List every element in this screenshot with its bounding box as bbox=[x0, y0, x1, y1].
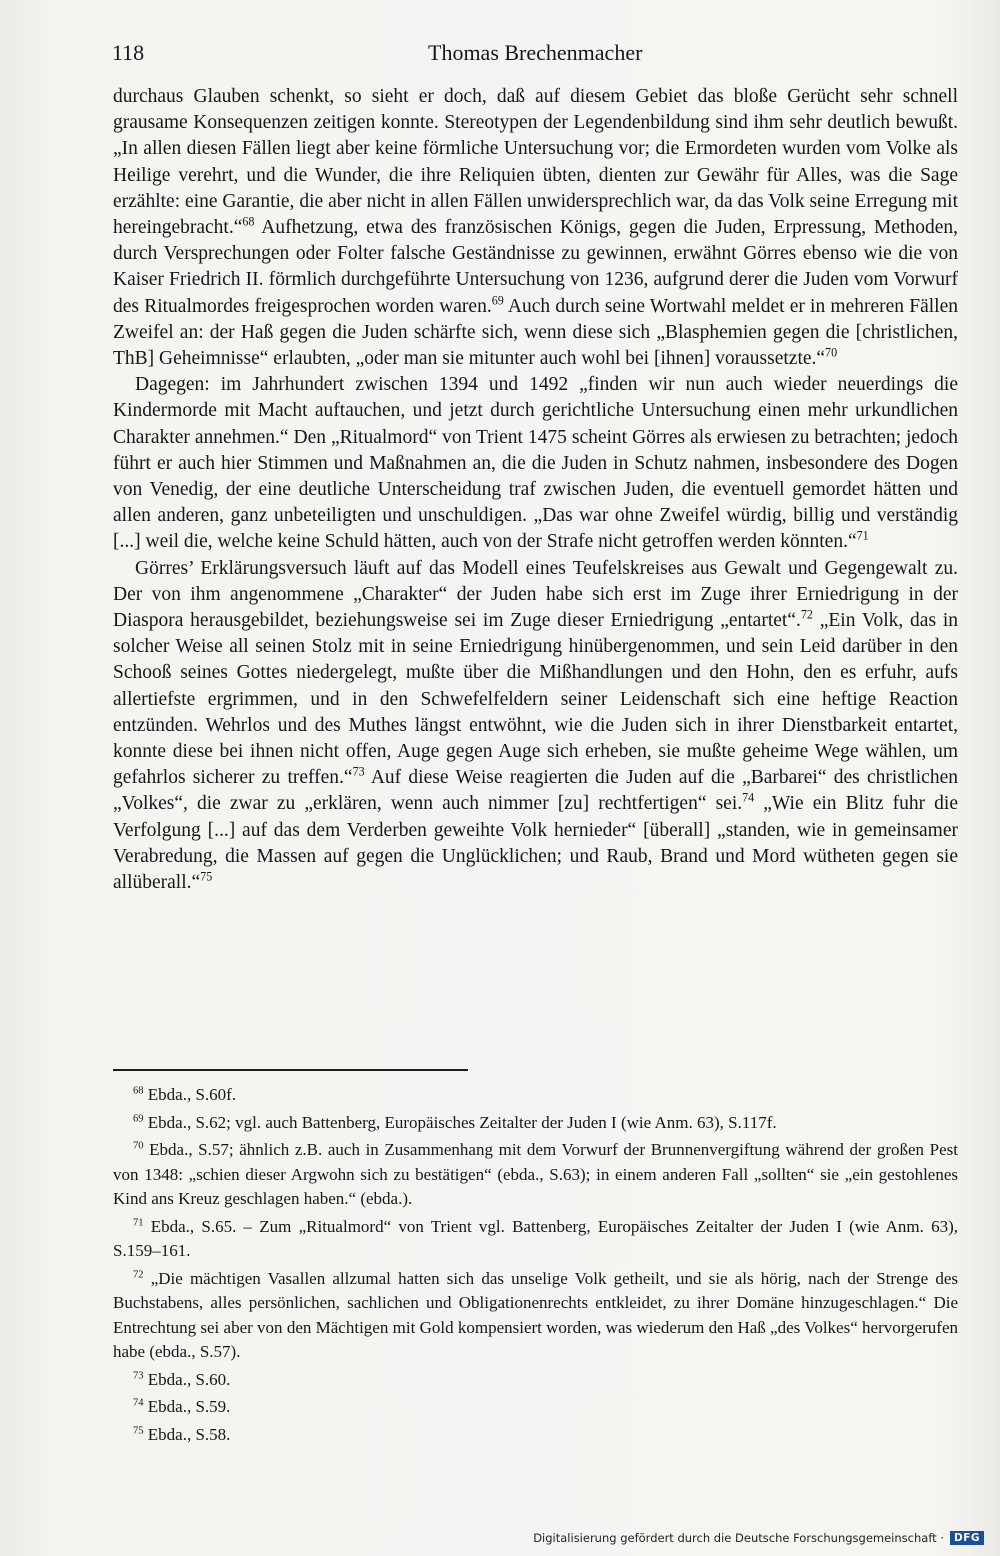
footnote-text: Ebda., S.62; vgl. auch Battenberg, Europäisches Zeitalter der Juden I (wie Anm. 63), S.117f. bbox=[143, 1112, 777, 1132]
body-paragraph bbox=[113, 372, 958, 555]
footnote-number: 71 bbox=[133, 1216, 144, 1228]
footnote-ref: 73 bbox=[352, 764, 365, 779]
footnote-number: 75 bbox=[133, 1424, 144, 1436]
text-run: Dagegen: im Jahrhundert zwischen 1394 und 1492 „finden wir nun auch wieder neuerdings die Kindermorde mit Macht auftauchen, und jetzt durch gerichtliche Untersuchung einen mehr urkundlichen Charakter annehmen.“ Den „Ritualmord“ von Trient 1475 scheint Görres als erwiesen zu betrachten; jedoch führt er auch hier Stimmen und Maßnahmen an, die die Juden in Schutz nahmen, insbesondere des Dogen von Venedig, der eine deutliche Unterscheidung traf zwischen Juden, die eventuell gemordet hätten und allen anderen, ganz unbeteiligten und unschuldigen. „Das war ohne Zweifel würdig, billig und verständig [...] weil die, welche keine Schuld hätten, auch von der Strafe nicht getroffen werden könnten.“ bbox=[113, 374, 958, 553]
body-paragraph bbox=[113, 84, 958, 372]
dfg-logo: DFG bbox=[950, 1531, 984, 1545]
text-run: „Wie ein Blitz fuhr die Verfolgung [...] auf das dem Verderben geweihte Volk hernieder“ [überall] „standen, wie in gemeinsamer Verabredung, die Massen auf gegen die Unglücklichen; und Raub, Brand und Mord wütheten gegen sie allüberall.“ bbox=[113, 793, 958, 894]
page-number: 118 bbox=[112, 40, 145, 65]
footnote bbox=[113, 1138, 958, 1212]
footnote-text: Ebda., S.60f. bbox=[143, 1085, 237, 1104]
footnote-number: 74 bbox=[133, 1397, 144, 1409]
footnote-ref: 69 bbox=[491, 293, 504, 308]
footnote-ref: 75 bbox=[200, 869, 213, 884]
footnote-ref: 68 bbox=[242, 214, 255, 229]
digitization-note: Digitalisierung gefördert durch die Deutsche Forschungsgemeinschaft · bbox=[533, 1531, 944, 1545]
footnote-number: 68 bbox=[133, 1085, 144, 1097]
footnote-number: 70 bbox=[133, 1140, 144, 1152]
footnote bbox=[113, 1267, 958, 1365]
footnote-text: Ebda., S.58. bbox=[143, 1424, 231, 1444]
text-run: Auf diese Weise reagierten die Juden auf die „Barbarei“ des christlichen „Volkes“, die zwar zu „erklären, wenn auch nimmer [zu] rechtfertigen“ sei. bbox=[113, 767, 958, 815]
footnote bbox=[113, 1111, 958, 1136]
footnote-number: 72 bbox=[133, 1268, 144, 1280]
footnote-text: Ebda., S.60. bbox=[143, 1369, 231, 1389]
footnote bbox=[113, 1215, 958, 1264]
text-run: „Ein Volk, das in solcher Weise all seinen Stolz mit in seine Erniedrigung hinübergenommen, und sein Leid darüber in den Schooß seines Gottes niedergelegt, mußte über die Mißhandlungen und den Hohn, den es erfuhr, aufs allertiefste ergrimmen, und in den Schwefelfeldern seiner Leidenschaft sich eine heftige Reaction entzünden. Wehrlos und des Muthes längst entwöhnt, wie die Juden sich in ihrer Dienstbarkeit entartet, konnte diese bei ihnen nicht offen, Auge gegen Auge sich erheben, sie mußte geheime Wege wählen, um gefahrlos sicherer zu treffen.“ bbox=[113, 610, 958, 789]
page-header bbox=[112, 40, 960, 74]
footnote-ref: 71 bbox=[856, 528, 869, 543]
footnote-number: 69 bbox=[133, 1112, 144, 1124]
footnote bbox=[113, 1368, 958, 1393]
text-run: Auch durch seine Wortwahl meldet er in mehreren Fällen Zweifel an: der Haß gegen die Juden schärfte sich, wenn diese sich „Blasphemien gegen die [christlichen, ThB] Geheimnisse“ erlaubten, „oder man sie mitunter auch wohl bei [ihnen] voraussetzte.“ bbox=[113, 295, 958, 370]
digitization-credit bbox=[533, 1528, 984, 1548]
footnote-text: Ebda., S.57; ähnlich z.B. auch in Zusammenhang mit dem Vorwurf der Brunnenvergiftung während der großen Pest von 1348: „schien dieser Argwohn sich zu bestätigen“ (ebda., S.63); in einem anderen Fall „sollten“ sie „ein gestohlenes Kind ans Kreuz geschlagen haben.“ (ebda.). bbox=[113, 1140, 958, 1208]
footnote-number: 73 bbox=[133, 1369, 144, 1381]
footnote-ref: 70 bbox=[825, 345, 838, 360]
text-run: Görres’ Erklärungsversuch läuft auf das Modell eines Teufelskreises aus Gewalt und Gegengewalt zu. Der von ihm angenommene „Charakter“ der Juden habe sich erst im Zuge ihrer Erniedrigung in der Diaspora herausgebildet, beziehungsweise sei im Zuge dieser Erniedrigung „entartet“. bbox=[113, 557, 958, 632]
footnote-text: Ebda., S.65. – Zum „Ritualmord“ von Trient vgl. Battenberg, Europäisches Zeitalter der Juden I (wie Anm. 63), S.159–161. bbox=[113, 1216, 958, 1260]
footnote bbox=[113, 1423, 958, 1448]
footnote bbox=[113, 1083, 958, 1108]
footnotes bbox=[113, 1083, 958, 1450]
footnote bbox=[113, 1395, 958, 1420]
footnote-separator bbox=[113, 1069, 468, 1071]
running-head: Thomas Brechenmacher bbox=[428, 40, 643, 65]
text-run: Aufhetzung, etwa des französischen Königs, gegen die Juden, Erpressung, Methoden, durch Versprechungen oder Folter falsche Geständnisse zu gewinnen, erwähnt Görres ebenso wie die von Kaiser Friedrich II. förmlich durchgeführte Untersuchung von 1236, aufgrund derer die Juden vom Vorwurf des Ritualmordes freigesprochen worden waren. bbox=[113, 217, 958, 317]
footnote-ref: 72 bbox=[800, 607, 813, 622]
footnote-ref: 74 bbox=[742, 790, 755, 805]
footnote-text: „Die mächtigen Vasallen allzumal hatten sich das unselige Volk getheilt, und sie als hörig, nach der Strenge des Buchstabens, alles persönlichen, sachlichen und Obligationenrechts entkleidet, zu ihrer Domäne hinzugeschlagen.“ Die Entrechtung sei aber von den Mächtigen mit Gold kompensiert worden, was wiederum den Haß „des Volkes“ hervorgerufen habe (ebda., S.57). bbox=[113, 1268, 958, 1361]
main-text bbox=[113, 84, 958, 896]
footnote-text: Ebda., S.59. bbox=[143, 1397, 231, 1416]
text-run: durchaus Glauben schenkt, so sieht er doch, daß auf diesem Gebiet das bloße Gerücht sehr schnell grausame Konsequenzen zeitigen konnte. Stereotypen der Legendenbildung sind ihm sehr deutlich bewußt. „In allen diesen Fällen liegt aber keine förmliche Untersuchung vor; die Ermordeten wurden vom Volke als Heilige verehrt, und die Wunder, die ihre Reliquien übten, dienten zur Gewähr für Alles, was die Sage erzählte: eine Garantie, die aber nicht in allen Fällen unwidersprechlich war, da das Volk seine Erregung mit hereingebracht.“ bbox=[113, 86, 958, 239]
body-paragraph bbox=[113, 556, 958, 897]
